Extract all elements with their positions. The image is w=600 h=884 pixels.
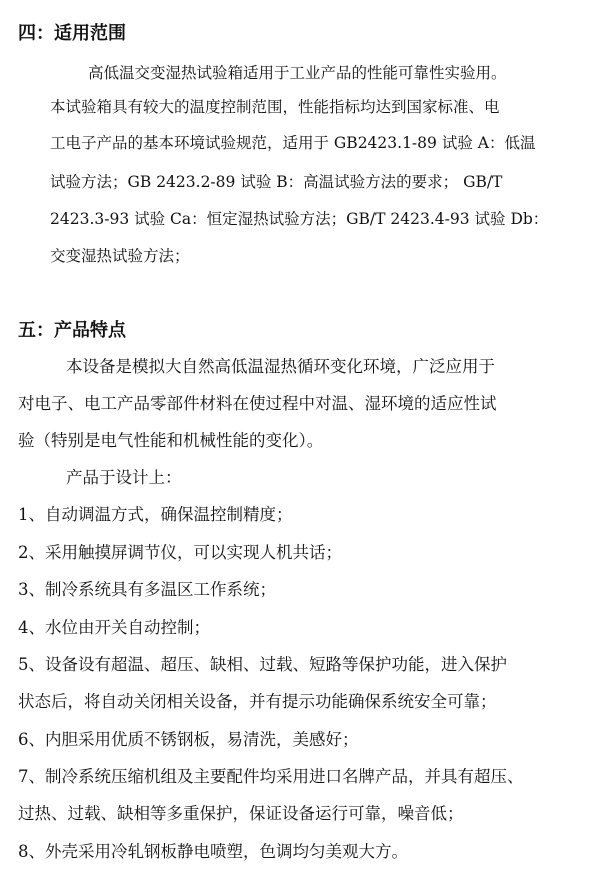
section-4-heading: 四：适用范围 <box>18 23 126 44</box>
feature-item-1: 1、自动调温方式，确保温控制精度； <box>18 505 293 524</box>
section-5-heading: 五：产品特点 <box>18 320 126 341</box>
section-4-line-1: 高低温交变湿热试验箱适用于工业产品的性能可靠性实验用。 <box>88 64 507 82</box>
design-label: 产品于设计上： <box>66 468 182 487</box>
feature-item-7-line-2: 过热、过载、缺相等多重保护，保证设备运行可靠，噪音低； <box>18 804 464 823</box>
section-4-line-2: 本试验箱具有较大的温度控制范围，性能指标均达到国家标准、电 <box>50 98 500 116</box>
feature-item-6: 6、内胆采用优质不锈钢板，易清洗，美感好； <box>18 730 359 749</box>
section-5-intro-line-3: 验（特别是电气性能和机械性能的变化）。 <box>18 431 324 450</box>
feature-item-5-line-2: 状态后，将自动关闭相关设备，并有提示功能确保系统安全可靠； <box>18 692 497 711</box>
feature-item-2: 2、采用触摸屏调节仪，可以实现人机共话； <box>18 543 342 562</box>
feature-item-5-line-1: 5、设备设有超温、超压、缺相、过载、短路等保护功能，进入保护 <box>18 655 507 674</box>
feature-item-4: 4、水位由开关自动控制； <box>18 618 210 637</box>
section-4-line-4: 试验方法；GB 2423.2-89 试验 B：高温试验方法的要求； GB/T <box>50 173 503 191</box>
section-5-intro-line-2: 对电子、电工产品零部件材料在使过程中对温、湿环境的适应性试 <box>18 394 497 413</box>
section-5-intro-line-1: 本设备是模拟大自然高低温湿热循环变化环境，广泛应用于 <box>66 357 495 376</box>
section-4-line-5: 2423.3-93 试验 Ca：恒定湿热试验方法；GB/T 2423.4-93 试验 Db： <box>50 210 549 228</box>
section-4-line-3: 工电子产品的基本环境试验规范，适用于 GB2423.1-89 试验 A：低温 <box>50 134 536 152</box>
feature-item-7-line-1: 7、制冷系统压缩机组及主要配件均采用进口名牌产品，并具有超压、 <box>18 767 524 786</box>
feature-item-8: 8、外壳采用冷轧钢板静电喷塑，色调均匀美观大方。 <box>18 842 408 861</box>
section-4-line-6: 交变湿热试验方法； <box>50 247 190 265</box>
feature-item-3: 3、制冷系统具有多温区工作系统； <box>18 580 276 599</box>
